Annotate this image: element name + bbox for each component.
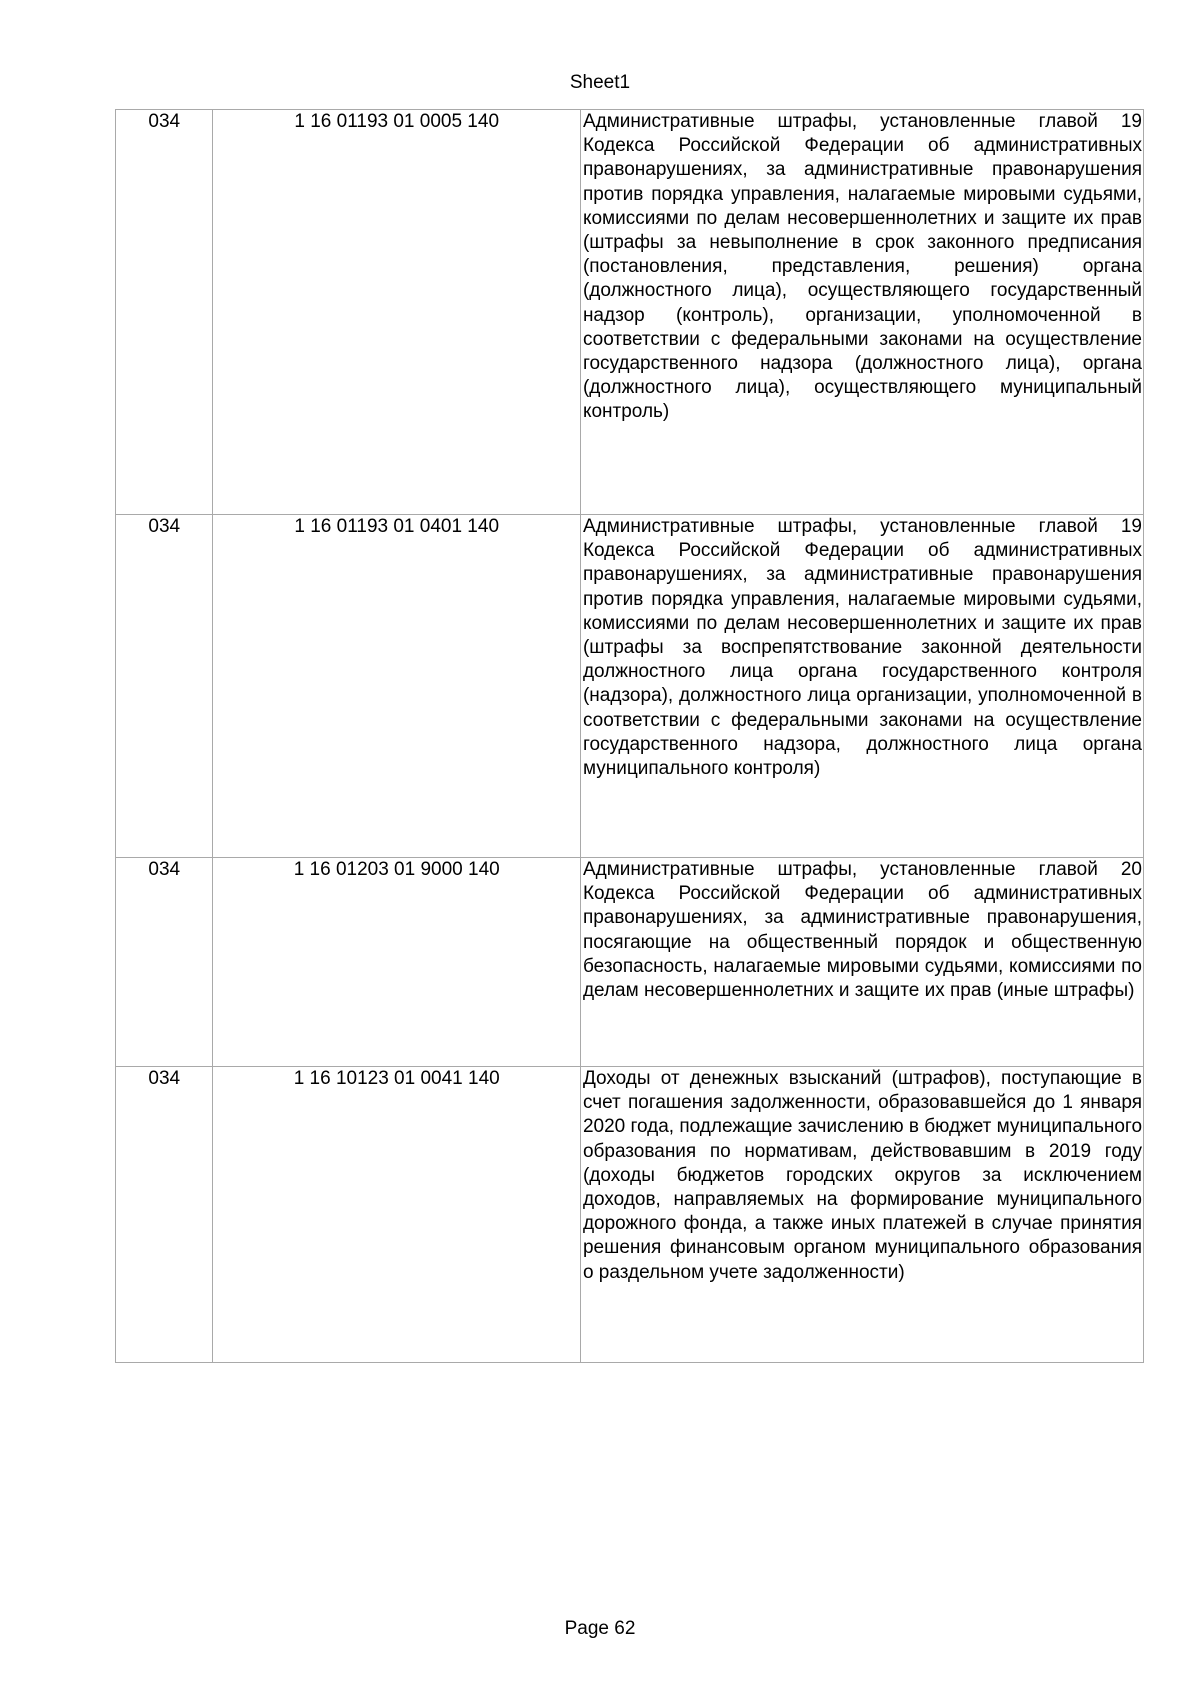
description-cell: Административные штрафы, установленные главой 20 Кодекса Российской Федерации об административных правонарушениях, за административные правонарушения, посягающие на общественный порядок и общественную безопасность, налагаемые мировыми судьями, комиссиями по делам несовершеннолетних и защите их прав (иные штрафы) <box>580 858 1143 1067</box>
admin-code-cell: 034 <box>116 1067 213 1363</box>
kbk-cell: 1 16 01193 01 0005 140 <box>213 110 580 515</box>
description-cell: Доходы от денежных взысканий (штрафов), поступающие в счет погашения задолженности, образовавшейся до 1 января 2020 года, подлежащие зачислению в бюджет муниципального образования по нормативам, действовавшим в 2019 году (доходы бюджетов городских округов за исключением доходов, направляемых на формирование муниципального дорожного фонда, а также иных платежей в случае принятия решения финансовым органом муниципального образования о раздельном учете задолженности) <box>580 1067 1143 1363</box>
kbk-cell: 1 16 10123 01 0041 140 <box>213 1067 580 1363</box>
table-row <box>116 1067 1144 1363</box>
table-row <box>116 515 1144 858</box>
table-row <box>116 110 1144 515</box>
page-number: Page 62 <box>564 1618 636 1639</box>
kbk-cell: 1 16 01193 01 0401 140 <box>213 515 580 858</box>
data-table <box>115 109 1144 1363</box>
table-row <box>116 858 1144 1067</box>
description-cell: Административные штрафы, установленные главой 19 Кодекса Российской Федерации об административных правонарушениях, за административные правонарушения против порядка управления, налагаемые мировыми судьями, комиссиями по делам несовершеннолетних и защите их прав (штрафы за воспрепятствование законной деятельности должностного лица органа государственного контроля (надзора), должностного лица организации, уполномоченной в соответствии с федеральными законами на осуществление государственного надзора, должностного лица органа муниципального контроля) <box>580 515 1143 858</box>
admin-code-cell: 034 <box>116 858 213 1067</box>
admin-code-cell: 034 <box>116 110 213 515</box>
admin-code-cell: 034 <box>116 515 213 858</box>
kbk-cell: 1 16 01203 01 9000 140 <box>213 858 580 1067</box>
sheet-title: Sheet1 <box>569 72 631 93</box>
description-cell: Административные штрафы, установленные главой 19 Кодекса Российской Федерации об административных правонарушениях, за административные правонарушения против порядка управления, налагаемые мировыми судьями, комиссиями по делам несовершеннолетних и защите их прав (штрафы за невыполнение в срок законного предписания (постановления, представления, решения) органа (должностного лица), осуществляющего государственный надзор (контроль), организации, уполномоченной в соответствии с федеральными законами на осуществление государственного надзора (должностного лица), органа (должностного лица), осуществляющего муниципальный контроль) <box>580 110 1143 515</box>
